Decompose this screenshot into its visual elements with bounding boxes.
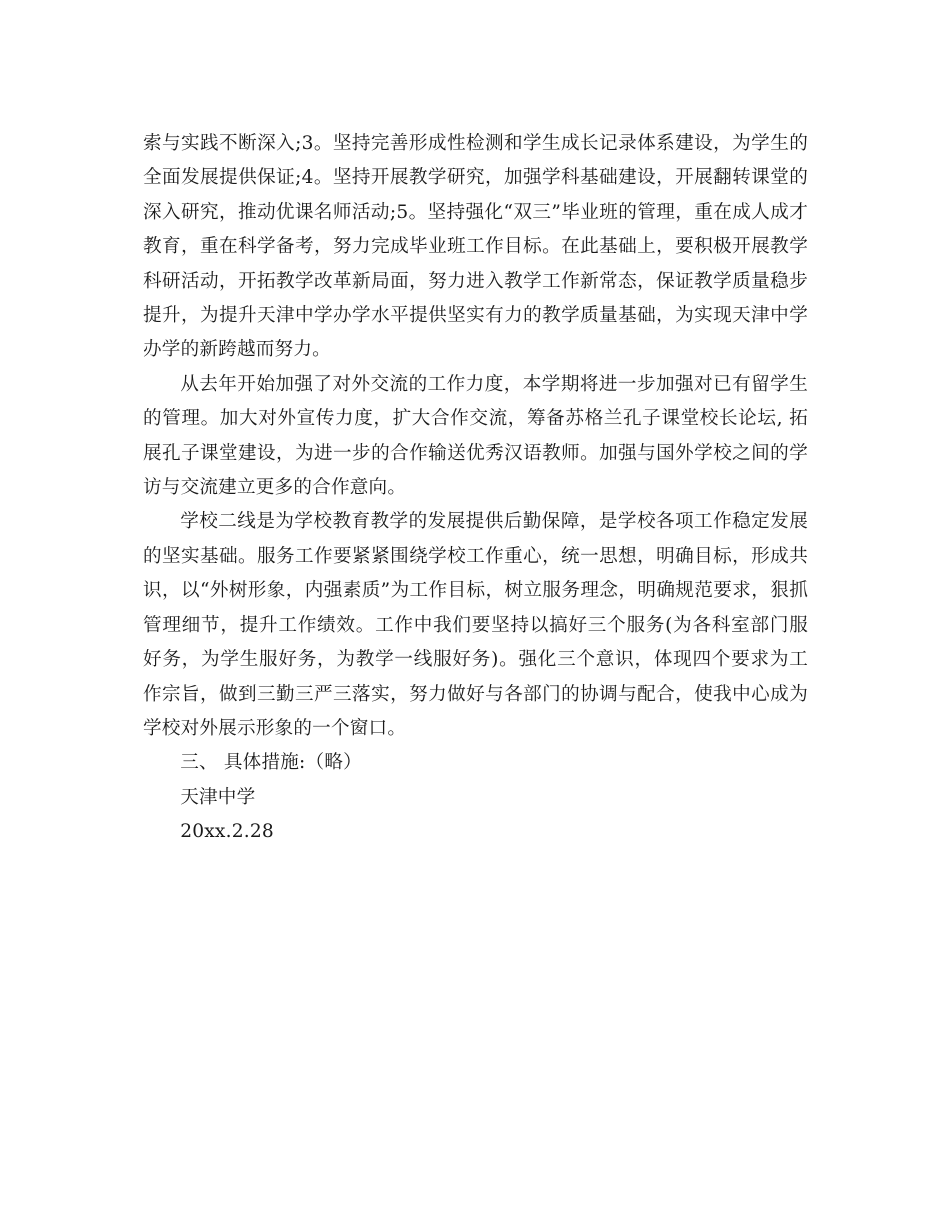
paragraph-teaching-continuation: 索与实践不断深入;3。坚持完善形成性检测和学生成长记录体系建设，为学生的全面发展提供保证;4。坚持开展教学研究，加强学科基础建设，开展翻转课堂的深入研究，推动优课名师活动;5。坚持强化“双三”毕业班的管理，重在成人成才教育，重在科学备考，努力完成毕业班工作目标。在此基础上，要积极开展教学科研活动，开拓教学改革新局面，努力进入教学工作新常态，保证教学质量稳步提升，为提升天津中学办学水平提供坚实有力的教学质量基础，为实现天津中学办学的新跨越而努力。	[143, 133, 808, 361]
document-date: 20xx.2.28	[180, 821, 274, 843]
paragraph-logistics-service: 学校二线是为学校教育教学的发展提供后勤保障，是学校各项工作稳定发展的坚实基础。服务工作要紧紧围绕学校工作重心，统一思想，明确目标，形成共识，以“外树形象，内强素质”为工作目标，树立服务理念，明确规范要求，狠抓管理细节，提升工作绩效。工作中我们要坚持以搞好三个服务(为各科室部门服好务，为学生服好务，为教学一线服好务)。强化三个意识，体现四个要求为工作宗旨，做到三勤三严三落实，努力做好与各部门的协调与配合，使我中心成为学校对外展示形象的一个窗口。	[143, 511, 808, 739]
signature-school-name: 天津中学	[180, 786, 256, 808]
document-body	[143, 127, 808, 850]
paragraph-external-exchange: 从去年开始加强了对外交流的工作力度，本学期将进一步加强对已有留学生的管理。加大对外宣传力度，扩大合作交流，筹备苏格兰孔子课堂校长论坛, 拓展孔子课堂建设，为进一步的合作输送优秀汉语教师。加强与国外学校之间的学访与交流建立更多的合作意向。	[143, 373, 808, 499]
measures-heading: 三、 具体措施:（略）	[180, 752, 362, 774]
